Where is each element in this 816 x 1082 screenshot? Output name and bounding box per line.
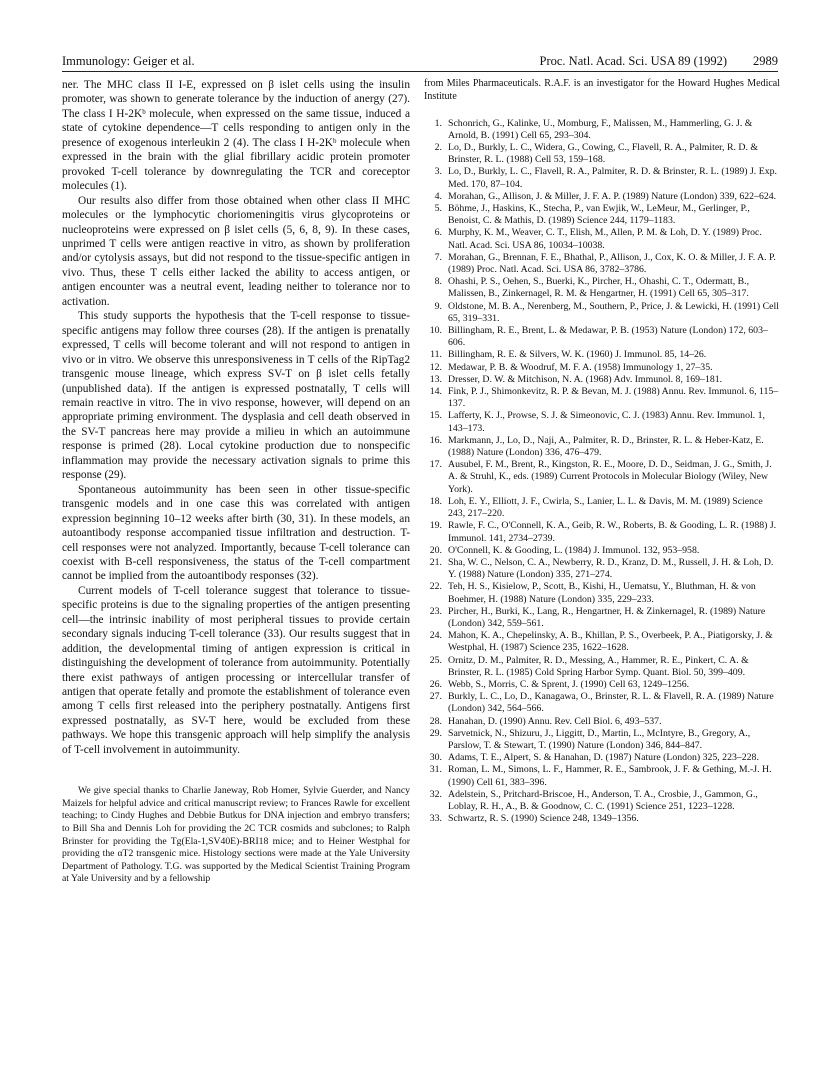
reference-text: Mahon, K. A., Chepelinsky, A. B., Khillan, P. S., Overbeek, P. A., Piatigorsky, J. & Westphal, H. (1987) Science 235, 1622–1628. [448,630,773,654]
reference-number: 28. [429,715,442,727]
reference-item [424,691,780,715]
reference-item [424,362,780,374]
reference-item [424,752,780,764]
reference-number: 32. [429,788,442,800]
reference-text: Ohashi, P. S., Oehen, S., Buerki, K., Pircher, H., Ohashi, C. T., Odermatt, B., Malissen, B., Zinkernagel, R. M. & Hengartner, H. (1991) Cell 65, 305–317. [448,276,750,300]
reference-number: 2. [434,142,442,153]
reference-item [424,301,780,325]
reference-number: 14. [429,386,442,398]
reference-number: 20. [429,544,442,556]
reference-item [424,227,780,251]
reference-number: 30. [429,752,442,764]
reference-item [424,349,780,361]
reference-text: Roman, L. M., Simons, L. F., Hammer, R. E., Sambrook, J. F. & Gething, M.-J. H. (1990) Cell 61, 383–396. [448,764,772,788]
reference-number: 24. [429,630,442,642]
reference-text: O'Connell, K. & Gooding, L. (1984) J. Immunol. 132, 953–958. [448,544,700,556]
reference-number: 5. [434,203,442,215]
right-column [424,78,780,825]
reference-text: Ausubel, F. M., Brent, R., Kingston, R. E., Moore, D. D., Seidman, J. G., Smith, J. A. & Struhl, K., eds. (1989) Current Protocols in Molecular Biology (Wiley, New York). [448,459,772,495]
reference-number: 21. [429,556,442,568]
body-paragraph-2: Our results also differ from those obtained when other class II MHC molecules or the lymphocytic choriomeningitis virus glycoproteins or nucleoproteins were expressed on β islet cells (5, 6, 8, 9). In these cases, unprimed T cells were antigen reactive in vitro, as shown by proliferation and/or cytolysis assays, but did not respond to the tissue-specific antigen in vivo. Thus, these T cells either lacked the ability to access antigen, or antigen encounter was a neutral event, leading neither to tolerance nor to activation. [62,194,410,308]
reference-number: 1. [434,117,442,129]
reference-number: 6. [434,227,442,239]
body-paragraph-5: Current models of T-cell tolerance suggest that tolerance to tissue-specific proteins is due to the signaling properties of the antigen presenting cell—the intrinsic inability of most peripheral tissues to provide certain secondary signals inducing T-cell tolerance (33). Our results suggest that in addition, the developmental timing of antigen expression is critical in distinguishing the development of tolerance from autoimmunity. Potentially there exist pathways of antigen processing or intercellular transfer of antigen that operate fetally and promote the establishment of tolerance even among T cells first released into the periphery postnatally. Antigens first expressed postnatally, as SV-T here, would be excluded from these pathways. We hope this transgenic approach will help simplify the analysis of T-cell involvement in autoimmunity. [62,584,410,756]
header-journal-title: Proc. Natl. Acad. Sci. USA 89 (1992) [539,54,727,68]
running-header [62,51,778,72]
reference-number: 7. [434,251,442,263]
reference-text: Ornitz, D. M., Palmiter, R. D., Messing, A., Hammer, R. E., Pinkert, C. A. & Brinster, R. L. (1985) Cold Spring Harbor Symp. Quant. Biol. 50, 399–409. [448,654,749,678]
reference-text: Teh, H. S., Kisielow, P., Scott, B., Kishi, H., Uematsu, Y., Bluthman, H. & von Boehmer, H. (1988) Nature (London) 335, 229–233. [448,581,756,605]
reference-text: Böhme, J., Haskins, K., Stecha, P., van Ewjik, W., LeMeur, M., Gerlinger, P., Benoist, C. & Mathis, D. (1989) Science 244, 1179–1183. [448,203,750,227]
reference-number: 17. [429,459,442,471]
reference-item [424,764,780,788]
reference-list [424,118,780,826]
reference-text: Webb, S., Morris, C. & Sprent, J. (1990) Cell 63, 1249–1256. [448,678,690,690]
reference-item [424,655,780,679]
reference-number: 27. [429,691,442,703]
reference-item [424,520,780,544]
reference-text: Burkly, L. C., Lo, D., Kanagawa, O., Brinster, R. L. & Flavell, R. A. (1989) Nature (London) 342, 564–566. [448,691,774,715]
reference-text: Fink, P. J., Shimonkevitz, R. P. & Bevan, M. J. (1988) Annu. Rev. Immunol. 6, 115–137. [448,386,779,410]
reference-item [424,813,780,825]
reference-number: 22. [429,581,442,593]
left-column [62,78,410,886]
reference-text: Adelstein, S., Pritchard-Briscoe, H., Anderson, T. A., Crosbie, J., Gammon, G., Loblay, R. H., A., B. & Goodnow, C. C. (1991) Science 251, 1223–1228. [448,788,758,812]
reference-number: 10. [429,325,442,337]
acknowledgment-continued: from Miles Pharmaceuticals. R.A.F. is an investigator for the Howard Hughes Medical Institute [424,78,780,102]
reference-number: 12. [429,361,442,373]
reference-number: 8. [434,276,442,288]
reference-text: Sha, W. C., Nelson, C. A., Newberry, R. D., Kranz, D. M., Russell, J. H. & Loh, D. Y. (1988) Nature (London) 335, 271–274. [448,556,774,581]
reference-number: 18. [429,495,442,507]
reference-item [424,118,780,142]
reference-item [424,166,780,190]
reference-number: 15. [429,410,442,422]
reference-text: Billingham, R. E. & Silvers, W. K. (1960) J. Immunol. 85, 14–26. [448,349,707,361]
body-paragraph-4: Spontaneous autoimmunity has been seen in other tissue-specific transgenic models and in one case this was correlated with antigen expression beginning 10–12 weeks after birth (30, 31). In these models, an autoantibody response accompanied tissue infiltration and destruction. T-cell responses were not analyzed. Importantly, because T-cell tolerance can coexist with B-cell responsiveness, the status of the T-cell compartment cannot be implied from the autoantibody responses (32). [62,483,410,583]
reference-item [424,203,780,227]
reference-item [424,252,780,276]
reference-text: Oldstone, M. B. A., Nerenberg, M., Southern, P., Price, J. & Lewicki, H. (1991) Cell 65, 319–331. [448,300,779,324]
body-paragraph-1: ner. The MHC class II I-E, expressed on β islet cells using the insulin promoter, was shown to generate tolerance by the induction of anergy (27). The class I H-2Kᵇ molecule, when expressed on the same tissue, induced a state of cytokine dependence—T cells responding to antigen only in the presence of exogenous interleukin 2 (4). The class I H-2Kᵇ molecule when expressed in the brain with the glial fibrillary acidic protein promoter provoked T-cell tolerance by downregulating the TCR and coreceptor molecules (1). [62,79,410,193]
reference-item [424,374,780,386]
reference-item [424,386,780,410]
reference-number: 26. [429,678,442,690]
reference-text: Schonrich, G., Kalinke, U., Momburg, F., Malissen, M., Hammerling, G. J. & Arnold, B. (1991) Cell 65, 293–304. [448,117,753,141]
reference-number: 23. [429,605,442,617]
acknowledgment: We give special thanks to Charlie Janeway, Rob Homer, Sylvie Guerder, and Nancy Maizels for helpful advice and critical manuscript review; to Frances Rawle for excellent teaching; to Cindy Hughes and Debbie Butkus for DNA injection and embryo transfers; to Bill Sha and Dennis Loh for providing the 2C TCR cosmids and subclones; to Ralph Brinster for providing the Tg(Ela-1,SV40E)-BRI18 mice; and to Heiner Westphal for providing the αT2 transgenic mice. Histology sections were made at the Yale University Department of Pathology. T.G. was supported by the Medical Scientist Training Program at Yale University and by a fellowship [62,785,410,885]
reference-item [424,410,780,434]
page-number: 2989 [753,54,778,68]
reference-item [424,606,780,630]
reference-number: 3. [434,166,442,178]
reference-item [424,276,780,300]
reference-item [424,679,780,691]
body-paragraph-3: This study supports the hypothesis that the T-cell response to tissue-specific antigens may follow three courses (28). If the antigen is prenatally expressed, T cells will become tolerant and will not respond to antigen in vivo or in vitro. We observe this unresponsiveness in T cells of the RipTag2 transgenic mouse lineage, which express SV-T on β islet cells fetally (unpublished data). If the antigen is expressed postnatally, T cells will remain reactive in vitro. The in vivo response, however, will depend on an appropriate priming environment. The dysplasia and cell death observed in the SV-T pancreas here may provide a milieu in which an autoimmune response is primed (28). Local cytokine production due to nonspecific inflammation may provide the necessary activation signals to prime this response (29). [62,310,410,482]
reference-item [424,325,780,349]
reference-item [424,142,780,166]
reference-text: Morahan, G., Brennan, F. E., Bhathal, P., Allison, J., Cox, K. O. & Miller, J. F. A. P. (1989) Proc. Natl. Acad. Sci. USA 86, 3782–3786. [448,251,776,276]
reference-item [424,728,780,752]
reference-text: Billingham, R. E., Brent, L. & Medawar, P. B. (1953) Nature (London) 172, 603–606. [448,325,768,349]
reference-text: Morahan, G., Allison, J. & Miller, J. F. A. P. (1989) Nature (London) 339, 622–624. [448,190,777,202]
reference-number: 13. [429,373,442,385]
reference-item [424,459,780,496]
reference-item [424,581,780,605]
reference-number: 31. [429,764,442,776]
reference-text: Lo, D., Burkly, L. C., Widera, G., Cowing, C., Flavell, R. A., Palmiter, R. D. & Brinster, R. L. (1988) Cell 53, 159–168. [448,142,758,166]
reference-item [424,789,780,813]
reference-item [424,557,780,581]
reference-text: Medawar, P. B. & Woodruf, M. F. A. (1958) Immunology 1, 27–35. [448,361,713,373]
header-citation [540,54,778,69]
reference-text: Pircher, H., Burki, K., Lang, R., Hengartner, H. & Zinkernagel, R. (1989) Nature (London) 342, 559–561. [448,605,766,629]
reference-number: 33. [429,813,442,825]
reference-item [424,716,780,728]
reference-text: Dresser, D. W. & Mitchison, N. A. (1968) Adv. Immunol. 8, 169–181. [448,373,723,385]
reference-number: 9. [434,300,442,312]
reference-item [424,435,780,459]
reference-item [424,545,780,557]
reference-number: 19. [429,520,442,532]
reference-text: Hanahan, D. (1990) Annu. Rev. Cell Biol. 6, 493–537. [448,715,662,727]
reference-text: Sarvetnick, N., Shizuru, J., Liggitt, D., Martin, L., McIntyre, B., Gregory, A., Parslow, T. & Stewart, T. (1990) Nature (London) 346, 844–847. [448,727,751,751]
reference-text: Lafferty, K. J., Prowse, S. J. & Simeonovic, C. J. (1983) Annu. Rev. Immunol. 1, 143–173. [448,410,765,434]
reference-item [424,630,780,654]
reference-number: 16. [429,434,442,446]
reference-text: Lo, D., Burkly, L. C., Flavell, R. A., Palmiter, R. D. & Brinster, R. L. (1989) J. Exp. Med. 170, 87–104. [448,166,777,190]
reference-number: 4. [434,190,442,202]
reference-item [424,191,780,203]
header-journal-section: Immunology: Geiger et al. [62,54,195,68]
reference-text: Loh, E. Y., Elliott, J. F., Cwirla, S., Lanier, L. L. & Davis, M. M. (1989) Science 243, 217–220. [448,495,763,520]
reference-text: Markmann, J., Lo, D., Naji, A., Palmiter, R. D., Brinster, R. L. & Heber-Katz, E. (1988) Nature (London) 336, 476–479. [448,434,764,459]
reference-number: 25. [429,654,442,666]
reference-number: 29. [429,727,442,739]
reference-text: Rawle, F. C., O'Connell, K. A., Geib, R. W., Roberts, B. & Gooding, L. R. (1988) J. Immunol. 141, 2734–2739. [448,520,777,544]
reference-text: Adams, T. E., Alpert, S. & Hanahan, D. (1987) Nature (London) 325, 223–228. [448,752,759,764]
reference-text: Murphy, K. M., Weaver, C. T., Elish, M., Allen, P. M. & Loh, D. Y. (1989) Proc. Natl. Acad. Sci. USA 86, 10034–10038. [448,227,762,251]
reference-number: 11. [430,349,442,361]
reference-item [424,496,780,520]
reference-text: Schwartz, R. S. (1990) Science 248, 1349–1356. [448,813,639,825]
